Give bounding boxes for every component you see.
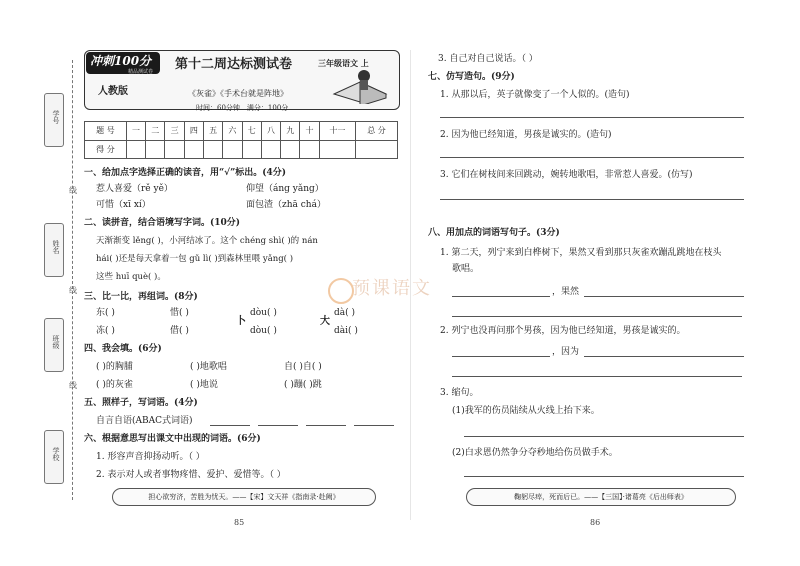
sentence-prompt: 2. 因为他已经知道，男孩是诚实的。(造句) [440, 130, 612, 140]
cell: 三 [165, 122, 184, 141]
footer-quote: 担心欲穷济，苦胜为忧天。——【宋】文天祥《指南录·赴阙》 [112, 488, 376, 506]
pinyin-line[interactable]: 这些 huī què( )。 [96, 272, 166, 282]
sentence-prompt: (2)白求恩仍然争分夺秒地给伤员做手术。 [452, 448, 618, 458]
binding-mark: 线 [69, 381, 77, 390]
word-item[interactable]: dòu( ) [250, 308, 277, 318]
score-value-row [85, 140, 398, 159]
word-item[interactable]: 东( ) [96, 308, 115, 318]
section-7-title: 七、仿写造句。(9分) [428, 72, 515, 82]
answer-line[interactable] [452, 356, 550, 357]
pinyin-choice[interactable]: 可惜（xī xí） [96, 200, 151, 210]
answer-line[interactable] [440, 199, 744, 200]
answer-line[interactable] [306, 425, 346, 426]
student-id-box[interactable] [44, 93, 64, 147]
score-cell[interactable] [204, 140, 223, 159]
compare-char: 大 [320, 316, 330, 327]
answer-line[interactable] [354, 425, 394, 426]
cut-line [72, 60, 73, 500]
example-word: 自言自语(ABAC式词语) [96, 416, 193, 426]
sentence-prompt: 3. 缩句。 [440, 388, 479, 398]
binding-mark: 线 [69, 186, 77, 195]
word-item[interactable]: 惜( ) [170, 308, 189, 318]
section-2-title: 二、读拼音，结合语境写字词。(10分) [84, 218, 241, 228]
score-table [84, 121, 398, 159]
grade-label: 三年级语文 上 [318, 58, 369, 68]
side-label: 姓名 [52, 240, 60, 254]
pinyin-line[interactable]: hái( )还是每天拿着一包 gǔ lì( )到森林里喂 yǎng( ) [96, 254, 294, 264]
compare-char: 卜 [236, 316, 246, 327]
answer-line[interactable] [440, 157, 744, 158]
fill-item[interactable]: ( )地歌唱 [190, 362, 227, 372]
logo: 冲刺100分 [90, 54, 152, 68]
side-label: 学校 [52, 447, 60, 461]
section-1-title: 一、给加点字选择正确的读音，用“√”标出。(4分) [84, 168, 287, 178]
class-box[interactable] [44, 318, 64, 372]
side-label: 班级 [52, 335, 60, 349]
score-cell[interactable] [146, 140, 165, 159]
answer-line[interactable] [584, 296, 744, 297]
pinyin-line[interactable]: 天渐渐变 lěng( )，小河结冰了。这个 chéng shì( )的 nán [96, 236, 318, 246]
answer-line[interactable] [464, 436, 744, 437]
score-cell[interactable] [242, 140, 261, 159]
page-divider [410, 50, 411, 520]
cell: 四 [184, 122, 203, 141]
word-item[interactable]: dà( ) [334, 308, 356, 318]
fill-connector: ，因为 [552, 347, 580, 357]
answer-line[interactable] [464, 476, 744, 477]
score-cell[interactable] [319, 140, 355, 159]
cell: 五 [204, 122, 223, 141]
edition-label: 人教版 [98, 86, 128, 97]
pinyin-choice[interactable]: 面包渣（zhā chá） [246, 200, 326, 210]
footer-quote: 鞠躬尽瘁，死而后已。——【三国】·诸葛亮《后出师表》 [466, 488, 736, 506]
book-illustration-icon [330, 64, 390, 104]
score-cell[interactable] [356, 140, 398, 159]
sentence-prompt: 1. 第二天，列宁来到白桦树下，果然又看到那只灰雀欢蹦乱跳地在枝头 [440, 248, 722, 258]
cell: 十一 [319, 122, 355, 141]
units-label: 《灰雀》《手术台就是阵地》 [188, 89, 288, 98]
answer-line[interactable] [584, 356, 744, 357]
fill-item[interactable]: ( )蹦( )跳 [284, 380, 322, 390]
cell: 十 [300, 122, 319, 141]
watermark: 预课语文 [352, 278, 432, 299]
score-cell[interactable] [126, 140, 145, 159]
page-number: 85 [234, 518, 245, 527]
cell: 九 [281, 122, 300, 141]
section-3-title: 三、比一比，再组词。(8分) [84, 292, 198, 302]
fill-item[interactable]: ( )的胸脯 [96, 362, 133, 372]
fill-item[interactable]: 自( )自( ) [284, 362, 322, 372]
cell: 六 [223, 122, 242, 141]
score-cell[interactable] [165, 140, 184, 159]
pinyin-choice[interactable]: 惹人喜爱（rě yě） [96, 184, 173, 194]
answer-line[interactable] [452, 376, 742, 377]
score-cell[interactable] [281, 140, 300, 159]
cell: 一 [126, 122, 145, 141]
page-title: 第十二周达标测试卷 [175, 57, 293, 72]
fill-item[interactable]: ( )地说 [190, 380, 218, 390]
binding-mark: 线 [69, 286, 77, 295]
cell: 二 [146, 122, 165, 141]
section-6-title: 六、根据意思写出课文中出现的词语。(6分) [84, 434, 261, 444]
sentence-prompt: 歌唱。 [452, 264, 480, 274]
answer-line[interactable] [440, 117, 744, 118]
cell: 总 分 [356, 122, 398, 141]
answer-line[interactable] [452, 316, 742, 317]
side-label: 学号 [52, 110, 60, 124]
section-5-title: 五、照样子，写词语。(4分) [84, 398, 198, 408]
sentence-prompt: 2. 列宁也没再问那个男孩，因为他已经知道，男孩是诚实的。 [440, 326, 686, 336]
watermark-logo-icon [328, 278, 354, 304]
sentence-prompt: 3. 它们在树枝间来回跳动，婉转地歌唱，非常惹人喜爱。(仿写) [440, 170, 693, 180]
name-box[interactable] [44, 223, 64, 277]
school-box[interactable] [44, 430, 64, 484]
fill-item[interactable]: ( )的灰雀 [96, 380, 133, 390]
word-item[interactable]: dòu( ) [250, 326, 277, 336]
section-8-title: 八、用加点的词语写句子。(3分) [428, 228, 560, 238]
page-number: 86 [590, 518, 601, 527]
logo-sub: 精品测试卷 [128, 69, 154, 75]
pinyin-choice[interactable]: 仰望（áng yǎng） [246, 184, 324, 194]
score-cell[interactable] [300, 140, 319, 159]
cell: 题 号 [85, 122, 127, 141]
word-item[interactable]: 借( ) [170, 326, 189, 336]
answer-line[interactable] [452, 296, 550, 297]
score-cell[interactable] [223, 140, 242, 159]
time-score: 时间：60分钟 满分：100分 [196, 104, 289, 112]
cell: 得 分 [85, 140, 127, 159]
score-cell[interactable] [184, 140, 203, 159]
question-item[interactable]: 1. 形容声音抑扬动听。（ ） [96, 452, 205, 462]
sentence-prompt: 1. 从那以后，英子就像变了一个人似的。(造句) [440, 90, 630, 100]
cell: 七 [242, 122, 261, 141]
score-header-row [85, 122, 398, 141]
answer-line[interactable] [258, 425, 298, 426]
section-4-title: 四、我会填。(6分) [84, 344, 162, 354]
cell: 八 [261, 122, 280, 141]
question-item[interactable]: 3. 自己对自己说话。（ ） [438, 54, 538, 64]
fill-connector: ，果然 [552, 287, 580, 297]
word-item[interactable]: dài( ) [334, 326, 358, 336]
word-item[interactable]: 冻( ) [96, 326, 115, 336]
answer-line[interactable] [210, 425, 250, 426]
sentence-prompt: (1)我军的伤员陆续从火线上抬下来。 [452, 406, 600, 416]
score-cell[interactable] [261, 140, 280, 159]
question-item[interactable]: 2. 表示对人或者事物疼惜、爱护、爱惜等。（ ） [96, 470, 286, 480]
